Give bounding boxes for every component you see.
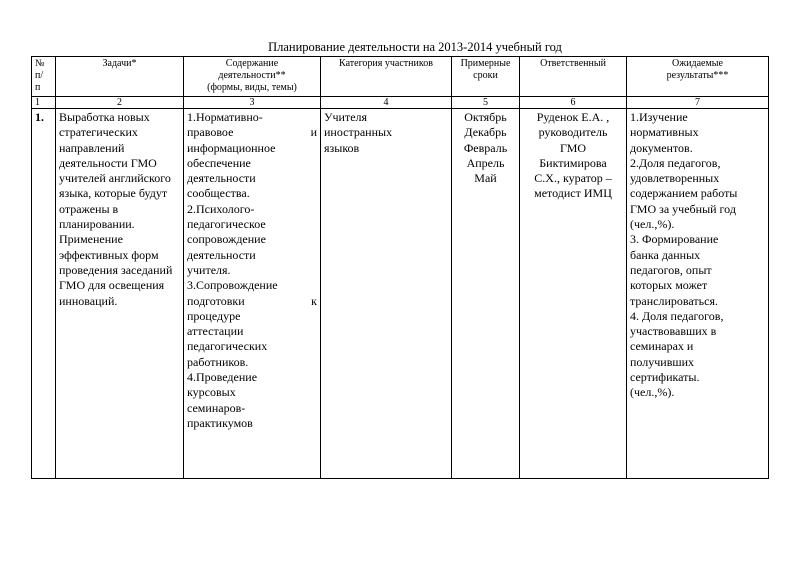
text-line: Учителя [324,110,368,124]
text-line: деятельности** [218,70,286,81]
column-number: 2 [56,97,184,109]
table-row [32,109,769,479]
text-line: языка, которые будут [59,186,168,201]
text-line: процедуре [187,308,241,323]
text-line: ГМО для освещения [59,278,165,293]
text-line: 2.Доля педагогов, [630,155,721,170]
column-number-row [32,97,769,109]
text-line: сроки [473,70,498,81]
text-line: педагогических [187,339,268,354]
text-line: деятельности [187,171,256,186]
text-line: Октябрь [464,110,507,124]
text-line: содержанием работы [630,186,738,201]
text-line: Содержание [225,58,279,69]
terms-cell [452,109,520,479]
text-line: педагогов, опыт [630,262,712,277]
tasks-cell [56,109,184,479]
text-line: Применение [59,232,123,247]
text-line: отражены в [59,201,119,216]
text-line: Примерные [460,58,511,69]
text-line: планировании. [59,217,135,232]
text-line: методист ИМЦ [534,186,612,201]
text-line: Руденок Е.А. , [536,110,610,124]
text-line: которых может [630,278,708,293]
text-line: ГМО за учебный год [630,201,736,216]
header-cell-tasks [56,57,184,97]
text-line: Май [474,171,497,186]
text-line: п/ [35,70,44,81]
text-line: аттестации [187,324,244,339]
document-title: Планирование деятельности на 2013-2014 учебный год [268,40,562,54]
text-line: учителя. [187,262,231,277]
text-line: Ожидаемые [672,58,723,69]
text-line: семинарах и [630,339,694,354]
text-line: стратегических [59,125,138,140]
header-cell-participants [321,57,452,97]
header-cell-terms [452,57,520,97]
text-line: семинаров- [187,400,246,415]
text-line: языков [324,140,360,155]
text-line: нормативных [630,125,699,140]
text-line: проведения заседаний [59,262,173,277]
text-line: педагогическое [187,217,266,232]
text-line: 4.Проведение [187,370,258,385]
text-line: Биктимирова [539,155,607,170]
text-line: 2.Психолого- [187,201,255,216]
header-cell-content [184,57,321,97]
text-line: эффективных форм [59,247,159,262]
header-cell-number [32,57,56,97]
text-line: руководитель [538,125,608,140]
text-line: деятельности [187,247,256,262]
column-number: 5 [452,97,520,109]
row-number: 1. [32,109,56,479]
column-number: 7 [627,97,769,109]
column-number: 3 [184,97,321,109]
text-line: Выработка новых [59,110,150,124]
text-line: Февраль [463,140,508,155]
content-cell [184,109,321,479]
header-row [32,57,769,97]
responsible-cell [520,109,627,479]
text-line: Ответственный [540,58,606,69]
text-line: 4. Доля педагогов, [630,308,724,323]
text-line: п [35,82,41,93]
results-cell [627,109,769,479]
text-line: информационное [187,140,276,155]
column-number: 1 [32,97,56,109]
text-line: 1.Нормативно- [187,110,263,124]
text-line: инноваций. [59,293,118,308]
text-line: получивших [630,354,695,369]
text-line: (чел.,%). [630,217,675,232]
text-line: курсовых [187,385,236,400]
text-line: Категория участников [339,58,433,69]
text-line: С.Х., куратор – [534,171,612,186]
text-line: 1.Изучение [630,110,688,124]
text-line: (формы, виды, темы) [207,82,297,93]
text-line: практикумов [187,415,253,430]
text-line: 3.Сопровождение [187,278,278,293]
text-line: деятельности ГМО [59,155,157,170]
column-number: 6 [520,97,627,109]
participants-cell [321,109,452,479]
text-line: транслироваться. [630,293,718,308]
text-line: учителей английского [59,171,171,186]
text-line: сообщества. [187,186,250,201]
text-line: результаты*** [666,70,729,81]
text-line: сертификаты. [630,370,700,385]
text-line: иностранных [324,125,393,140]
header-cell-results [627,57,769,97]
text-line: правовое и [187,125,317,140]
text-line: документов. [630,140,693,155]
header-cell-responsible [520,57,627,97]
text-line: обеспечение [187,155,251,170]
text-line: Апрель [466,155,505,170]
text-line: удовлетворенных [630,171,720,186]
text-line: ГМО [559,140,587,155]
text-line: подготовки к [187,293,317,308]
text-line: сопровождение [187,232,266,247]
text-line: направлений [59,140,125,155]
column-number: 4 [321,97,452,109]
text-line: работников. [187,354,249,369]
text-line: № [35,58,45,69]
text-line: участвовавших в [630,324,717,339]
text-line: 3. Формирование [630,232,719,247]
text-line: Декабрь [464,125,507,140]
planning-table [31,56,769,479]
text-line: Задачи* [102,58,137,69]
text-line: (чел.,%). [630,385,675,400]
text-line: банка данных [630,247,701,262]
